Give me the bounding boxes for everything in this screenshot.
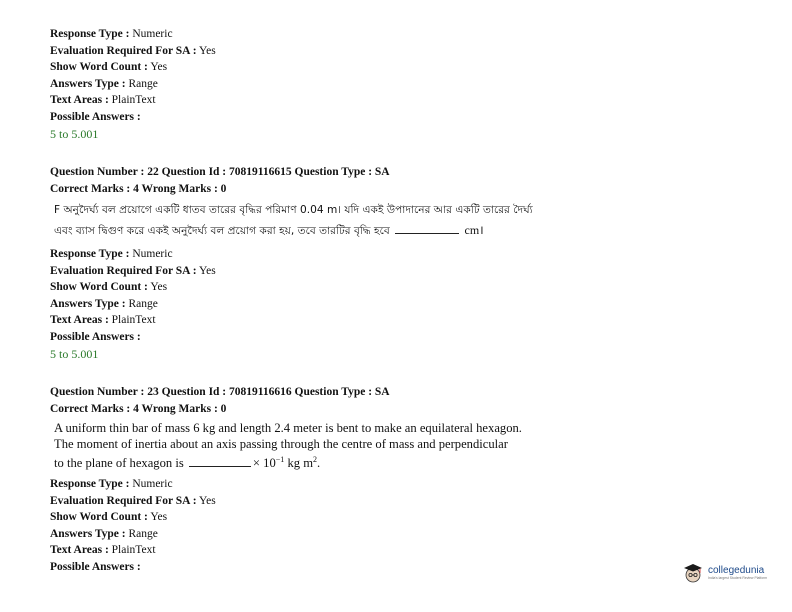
question-header: Question Number : 23 Question Id : 70819116616 Question Type : SA xyxy=(50,386,390,398)
possible-answers-line: Possible Answers : xyxy=(50,330,141,343)
question-text-line: এবং ব্যাস দ্বিগুণ করে একই অনুদৈর্ঘ্য বল প্রয়োগ করা হয়, তবে তারটির বৃদ্ধি হবে cm। xyxy=(54,223,484,237)
text-areas-line: Text Areas : PlainText xyxy=(50,544,156,557)
logo-name: collegedunia xyxy=(708,565,765,576)
show-word-count-line: Show Word Count : Yes xyxy=(50,281,168,293)
question-text-line: F অনুদৈর্ঘ্য বল প্রয়োগে একটি ধাতব তারের বৃদ্ধির পরিমাণ 0.04 m। যদি একই উপাদানের আর একটি তারের দৈর্ঘ্য xyxy=(54,204,533,216)
collegedunia-logo xyxy=(682,558,772,588)
text-areas-line: Text Areas : PlainText xyxy=(50,94,156,106)
graduation-cap-icon xyxy=(682,562,704,584)
text-areas-line: Text Areas : PlainText xyxy=(50,314,156,326)
question-text xyxy=(54,200,614,241)
answers-type-line: Answers Type : Range xyxy=(50,297,158,310)
answer-blank xyxy=(189,456,251,467)
response-type-line: Response Type : Numeric xyxy=(50,28,173,40)
response-type-line: Response Type : Numeric xyxy=(50,478,173,491)
question-text-line: A uniform thin bar of mass 6 kg and length 2.4 meter is bent to make an equilateral hexagon. xyxy=(54,421,522,435)
evaluation-required-line: Evaluation Required For SA : Yes xyxy=(50,494,216,507)
marks-header: Correct Marks : 4 Wrong Marks : 0 xyxy=(50,182,227,195)
question-text-line: The moment of inertia about an axis passing through the centre of mass and perpendicular xyxy=(54,437,508,451)
question-text xyxy=(54,420,614,471)
possible-answers-line: Possible Answers : xyxy=(50,110,141,123)
marks-header: Correct Marks : 4 Wrong Marks : 0 xyxy=(50,402,227,415)
possible-answer-value: 5 to 5.001 xyxy=(50,127,99,141)
question-23 xyxy=(50,384,750,575)
show-word-count-line: Show Word Count : Yes xyxy=(50,511,168,524)
show-word-count-line: Show Word Count : Yes xyxy=(50,61,168,73)
response-type-line: Response Type : Numeric xyxy=(50,248,173,260)
answers-type-line: Answers Type : Range xyxy=(50,527,158,540)
possible-answer-value: 5 to 5.001 xyxy=(50,347,99,361)
evaluation-required-line: Evaluation Required For SA : Yes xyxy=(50,44,216,57)
question-text-line: to the plane of hexagon is × $10^{-1}$ kg $m^2$. xyxy=(54,455,321,471)
question-22 xyxy=(50,164,750,363)
question-header: Question Number : 22 Question Id : 70819116615 Question Type : SA xyxy=(50,166,390,178)
question-paper-page xyxy=(50,26,750,575)
answer-blank xyxy=(395,223,459,234)
q21-meta xyxy=(50,26,750,143)
answers-type-line: Answers Type : Range xyxy=(50,77,158,90)
evaluation-required-line: Evaluation Required For SA : Yes xyxy=(50,264,216,277)
possible-answers-line: Possible Answers : xyxy=(50,560,141,573)
logo-tagline: India's largest Student Review Platform xyxy=(708,576,768,580)
